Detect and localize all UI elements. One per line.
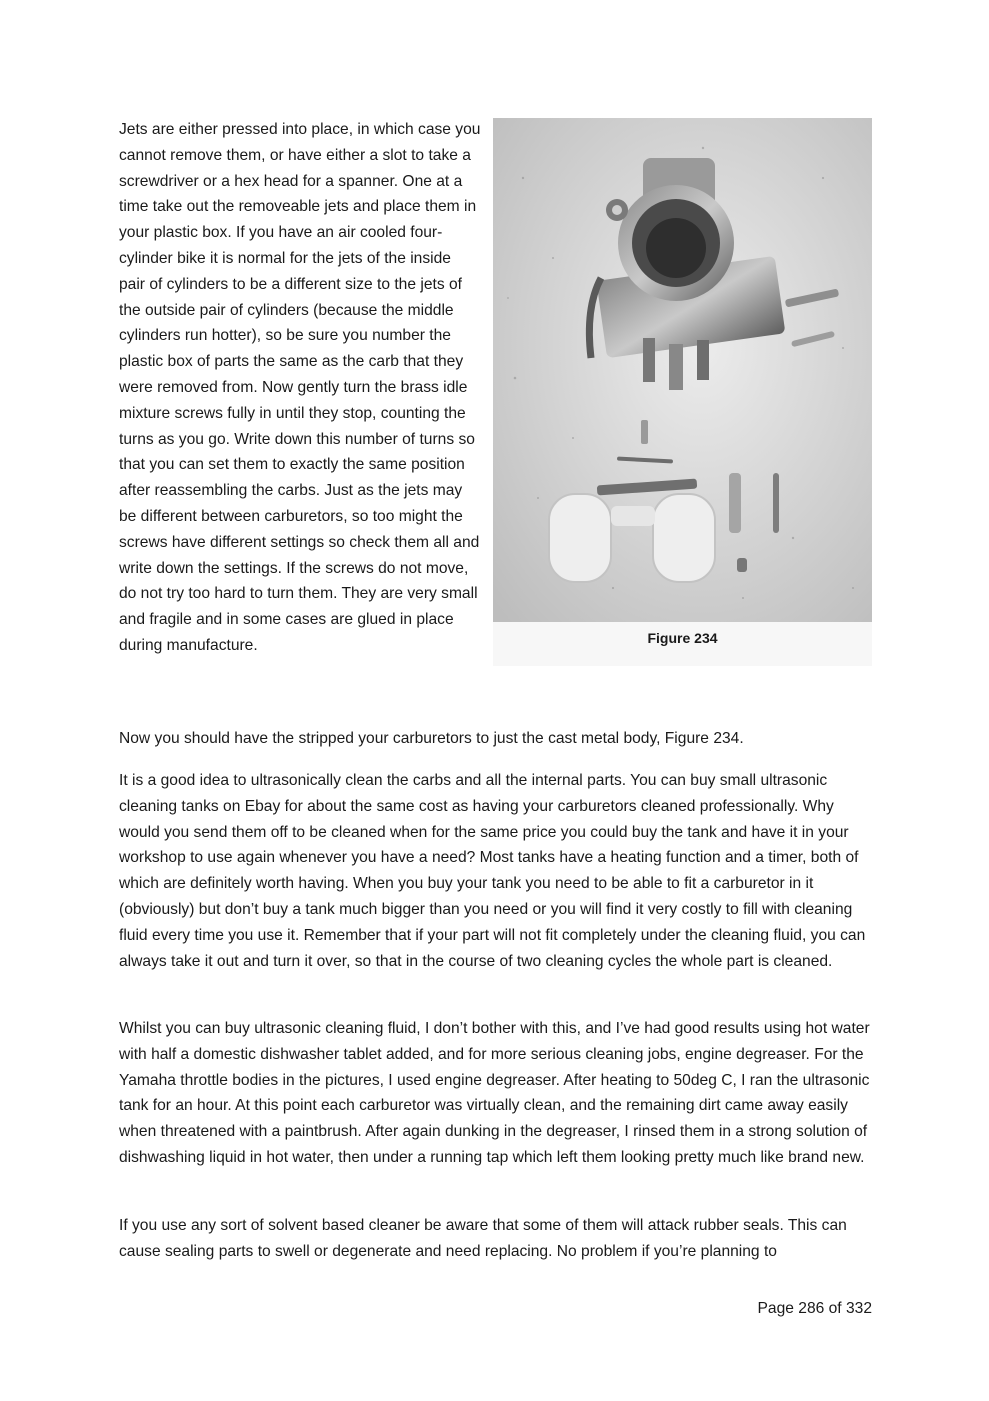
figure-caption: Figure 234 (647, 630, 718, 646)
paragraph: Now you should have the stripped your carburetors to just the cast metal body, Figure 234. (119, 730, 744, 747)
intro-paragraph: Jets are either pressed into place, in which case you cannot remove them, or have either a slot to take a screwdriver or a hex head for a spanner. One at a time take out the removeable jets and place them in your plastic box. If you have an air cooled four-cylinder bike it is normal for the jets of the inside pair of cylinders to be a different size to the jets of the outside pair of cylinders (because the middle cylinders run hotter), so be sure you number the plastic box of parts the same as the carb that they were removed from. Now gently turn the brass idle mixture screws fully in until they stop, counting the turns as you go. Write down this number of turns so that you can set them to exactly the same position after reassembling the carbs. Just as the jets may be different between carburetors, so too might the screws have different settings so check them all and write down the settings. If the screws do not move, do not try too hard to turn them. They are very small and fragile and in some cases are glued in place during manufacture. (119, 121, 481, 654)
paragraph: If you use any sort of solvent based cleaner be aware that some of them will attack rubber seals. This can cause sealing parts to swell or degenerate and need replacing. No problem if you’re planning to (119, 1217, 847, 1260)
page-number: Page 286 of 332 (757, 1300, 872, 1317)
paragraph: Whilst you can buy ultrasonic cleaning fluid, I don’t bother with this, and I’ve had good results using hot water with half a domestic dishwasher tablet added, and for more serious cleaning jobs, engine degreaser. For the Yamaha throttle bodies in the pictures, I used engine degreaser. After heating to 50deg C, I ran the ultrasonic tank for an hour. At this point each carburetor was virtually clean, and the remaining dirt came away easily when threatened with a paintbrush. After again dunking in the degreaser, I rinsed them in a strong solution of dishwashing liquid in hot water, then under a running tap which left them looking pretty much like brand new. (119, 1020, 870, 1166)
carburetor-photo (493, 118, 872, 622)
figure-234 (493, 118, 872, 666)
paragraph: It is a good idea to ultrasonically clean the carbs and all the internal parts. You can buy small ultrasonic cleaning tanks on Ebay for about the same cost as having your carburetors cleaned professionally. Why would you send them off to be cleaned when for the same price you could buy the tank and have it in your workshop to use again whenever you have a need? Most tanks have a heating function and a timer, both of which are definitely worth having. When you buy your tank you need to be able to fit a carburetor in it (obviously) but don’t buy a tank much bigger than you need or you will find it very costly to fill with cleaning fluid every time you use it. Remember that if your part will not fit completely under the cleaning fluid, you can always take it out and turn it over, so that in the course of two cleaning cycles the whole part is cleaned. (119, 772, 866, 970)
